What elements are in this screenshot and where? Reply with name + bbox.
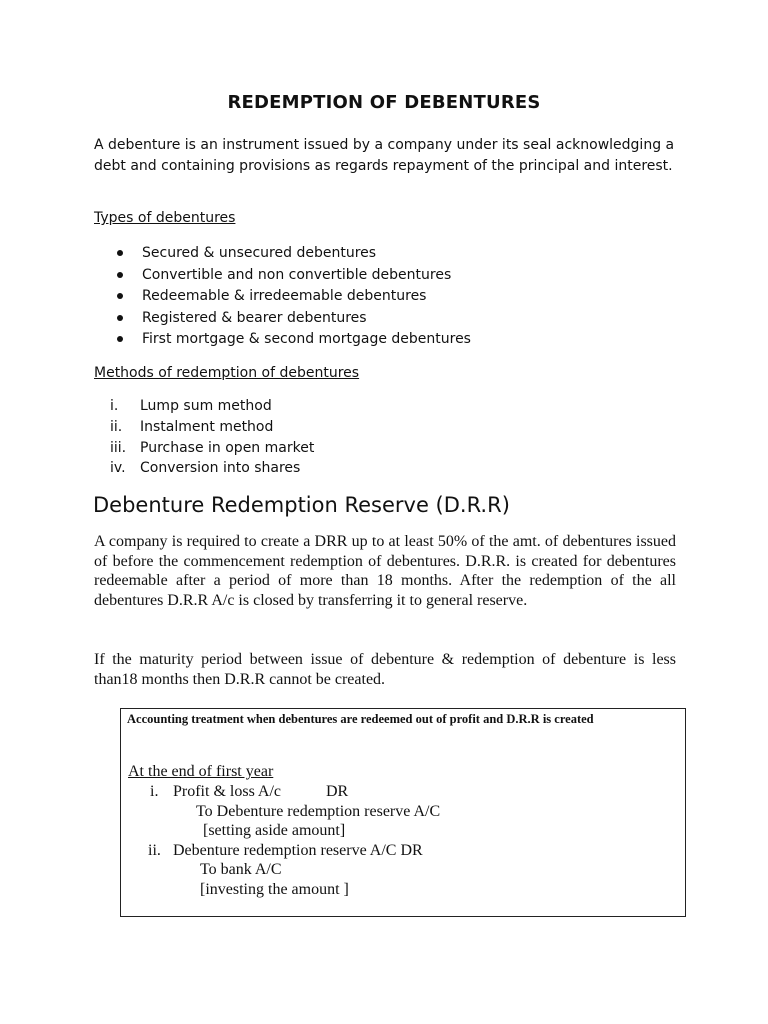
accounting-treatment-box [120,708,686,917]
box-heading: Accounting treatment when debentures are redeemed out of profit and D.R.R is created [127,712,594,726]
entry-credit: To Debenture redemption reserve A/C [196,803,441,820]
entry-dr: DR [326,783,349,800]
methods-heading: Methods of redemption of debentures [94,365,360,381]
page-title: REDEMPTION OF DEBENTURES [227,92,541,113]
list-item-text: First mortgage & second mortgage debentures [142,331,471,347]
entry-debit: Debenture redemption reserve A/C DR [173,842,423,859]
bullet-icon [117,293,123,299]
bullet-icon [117,336,123,342]
entry-debit: Profit & loss A/c [173,783,282,800]
drr-paragraph: A company is required to create a DRR up to at least 50% of the amt. of debentures issued of before the commencement redemption of debentures. D.R.R. is created for debentures redeemable after a period of more than 18 months. After the redemption of the all debentures D.R.R A/c is closed by transferring it to general reserve. [94,533,676,609]
list-item-text: Conversion into shares [140,460,301,477]
box-subheading: At the end of first year [128,763,274,780]
types-heading: Types of debentures [94,210,236,226]
list-item-text: Purchase in open market [140,439,315,456]
entry-note: [investing the amount ] [200,881,349,898]
list-item-text: Registered & bearer debentures [142,309,367,326]
list-item-text: Convertible and non convertible debentures [142,266,452,283]
drr-maturity-paragraph: If the maturity period between issue of debenture & redemption of debenture is less than18 months then D.R.R cannot be created. [94,651,676,688]
list-item-text: Redeemable & irredeemable debentures [142,288,427,304]
list-item-number: iv. [110,460,126,477]
list-item-text: Lump sum method [140,398,272,414]
intro-paragraph: A debenture is an instrument issued by a company under its seal acknowledging a debt and containing provisions as regards repayment of the principal and interest. [94,137,675,174]
list-item-number: iii. [110,439,127,456]
bullet-icon [117,315,123,321]
list-item-number: ii. [110,418,123,435]
bullet-icon [117,250,123,256]
drr-heading: Debenture Redemption Reserve (D.R.R) [93,493,510,517]
bullet-icon [117,272,123,278]
entry-credit: To bank A/C [200,861,282,878]
list-item-text: Secured & unsecured debentures [142,245,377,261]
entry-note: [setting aside amount] [203,822,346,839]
entry-number: i. [150,783,159,800]
entry-number: ii. [148,842,161,859]
list-item-number: i. [110,398,119,414]
list-item-text: Instalment method [140,418,274,435]
